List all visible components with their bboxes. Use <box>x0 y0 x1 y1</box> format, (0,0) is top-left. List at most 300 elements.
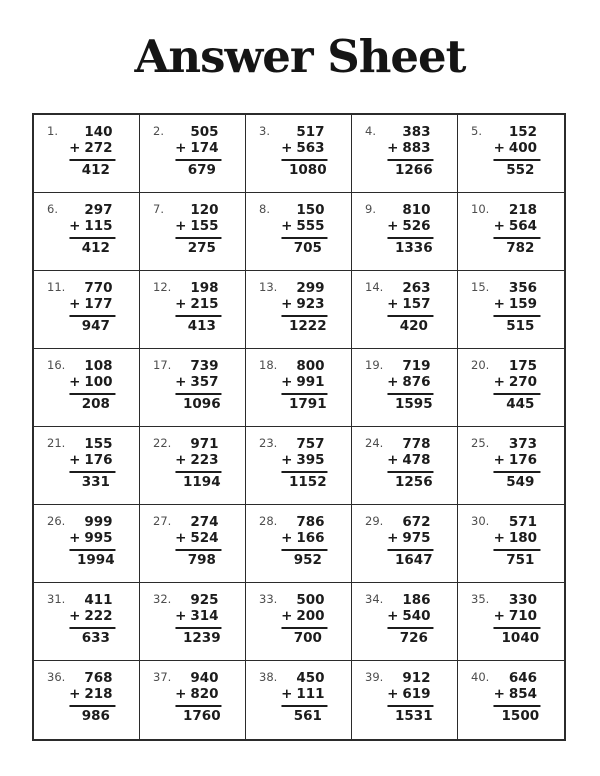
addend-2: 159 <box>508 295 538 312</box>
sum-answer: 782 <box>506 239 535 256</box>
problem-number: 8. <box>259 202 270 216</box>
addend-2: 923 <box>296 295 325 312</box>
plus-sign: + <box>175 529 187 546</box>
addend-2-row <box>69 141 116 161</box>
addend-1: 263 <box>402 280 431 296</box>
addition-problem <box>387 437 434 491</box>
sum-answer: 679 <box>187 161 216 178</box>
plus-sign: + <box>281 217 293 234</box>
addition-problem <box>494 359 540 413</box>
page-title: Answer Sheet <box>134 30 466 83</box>
problem-number: 29. <box>365 514 384 528</box>
plus-sign: + <box>69 685 81 702</box>
addend-2-row <box>494 687 540 707</box>
addend-2-row <box>387 219 434 239</box>
addend-2-row <box>69 375 116 395</box>
addition-problem <box>387 203 434 257</box>
addition-problem <box>281 671 328 725</box>
addend-2-row <box>175 453 222 473</box>
problem-number: 13. <box>259 280 278 294</box>
plus-sign: + <box>175 685 187 702</box>
plus-sign: + <box>69 217 81 234</box>
problem-cell <box>140 115 246 193</box>
addend-2-row <box>494 609 540 629</box>
addition-problem <box>494 125 540 179</box>
addend-2-row <box>175 297 222 317</box>
problem-number: 38. <box>259 670 278 684</box>
problem-cell <box>352 505 458 583</box>
addend-2-row <box>387 297 434 317</box>
addend-2-row <box>387 687 434 707</box>
plus-sign: + <box>69 139 81 156</box>
sum-answer: 1336 <box>395 239 433 256</box>
plus-sign: + <box>281 607 293 624</box>
addend-1: 800 <box>296 358 325 374</box>
sum-answer: 1080 <box>289 161 327 178</box>
addend-2-row <box>494 531 540 551</box>
problem-cell <box>34 583 140 661</box>
problem-cell <box>34 349 140 427</box>
addend-2: 995 <box>84 529 113 546</box>
addend-2: 115 <box>84 217 113 234</box>
sum-answer: 1266 <box>395 161 433 178</box>
addend-2: 174 <box>190 139 219 156</box>
plus-sign: + <box>387 451 399 468</box>
problem-cell <box>458 661 564 739</box>
problem-number: 30. <box>471 514 490 528</box>
addend-1: 999 <box>84 514 113 530</box>
problem-cell <box>246 661 352 739</box>
addend-1: 140 <box>84 124 113 140</box>
addend-2-row <box>494 375 540 395</box>
addition-problem <box>69 125 116 179</box>
problem-cell <box>246 505 352 583</box>
plus-sign: + <box>493 451 505 468</box>
problem-cell <box>140 271 246 349</box>
plus-sign: + <box>493 295 505 312</box>
problem-cell <box>458 427 564 505</box>
addition-problem <box>494 593 540 647</box>
addend-2-row <box>281 453 328 473</box>
addend-2-row <box>175 531 222 551</box>
addend-1: 925 <box>190 592 219 608</box>
problem-number: 10. <box>471 202 490 216</box>
addend-2-row <box>69 453 116 473</box>
addend-1: 383 <box>402 124 431 140</box>
sum-answer: 549 <box>506 473 535 490</box>
sum-answer: 412 <box>81 239 110 256</box>
plus-sign: + <box>493 373 505 390</box>
addend-2-row <box>387 453 434 473</box>
plus-sign: + <box>387 373 399 390</box>
problem-number: 7. <box>153 202 164 216</box>
plus-sign: + <box>175 217 187 234</box>
addend-2: 176 <box>84 451 113 468</box>
problem-cell <box>246 193 352 271</box>
addend-2: 991 <box>296 373 325 390</box>
problem-number: 15. <box>471 280 490 294</box>
addend-1: 120 <box>190 202 219 218</box>
problem-number: 9. <box>365 202 376 216</box>
plus-sign: + <box>493 139 505 156</box>
plus-sign: + <box>281 139 293 156</box>
addend-1: 500 <box>296 592 325 608</box>
sum-answer: 1040 <box>501 629 540 646</box>
addend-2: 200 <box>296 607 325 624</box>
addend-2-row <box>281 531 328 551</box>
addition-problem <box>494 437 540 491</box>
sum-answer: 1152 <box>289 473 327 490</box>
problem-cell <box>352 427 458 505</box>
addend-2-row <box>175 141 222 161</box>
problem-number: 24. <box>365 436 384 450</box>
plus-sign: + <box>69 451 81 468</box>
addend-2-row <box>281 687 328 707</box>
sum-answer: 275 <box>187 239 216 256</box>
addend-2-row <box>387 531 434 551</box>
addend-1: 108 <box>84 358 113 374</box>
addition-problem <box>281 593 328 647</box>
addition-problem <box>175 125 222 179</box>
sum-answer: 751 <box>506 551 535 568</box>
plus-sign: + <box>281 373 293 390</box>
addend-1: 356 <box>508 280 538 296</box>
addend-2: 526 <box>402 217 431 234</box>
sum-answer: 331 <box>81 473 110 490</box>
addition-problem <box>69 281 116 335</box>
plus-sign: + <box>175 295 187 312</box>
problem-cell <box>246 115 352 193</box>
problem-number: 31. <box>47 592 66 606</box>
problem-number: 19. <box>365 358 384 372</box>
addend-2: 270 <box>508 373 538 390</box>
plus-sign: + <box>175 373 187 390</box>
sum-answer: 726 <box>399 629 428 646</box>
problem-number: 16. <box>47 358 66 372</box>
plus-sign: + <box>387 217 399 234</box>
plus-sign: + <box>493 217 505 234</box>
addition-problem <box>175 281 222 335</box>
addend-1: 155 <box>84 436 113 452</box>
problem-cell <box>458 349 564 427</box>
plus-sign: + <box>69 529 81 546</box>
problem-cell <box>458 505 564 583</box>
plus-sign: + <box>69 607 81 624</box>
plus-sign: + <box>387 139 399 156</box>
problem-cell <box>458 583 564 661</box>
addend-2: 540 <box>402 607 431 624</box>
plus-sign: + <box>387 685 399 702</box>
addend-1: 719 <box>402 358 431 374</box>
problem-cell <box>458 115 564 193</box>
addend-1: 739 <box>190 358 219 374</box>
addend-1: 186 <box>402 592 431 608</box>
addend-2: 100 <box>84 373 113 390</box>
problem-number: 20. <box>471 358 490 372</box>
problem-number: 5. <box>471 124 482 138</box>
addition-problem <box>175 593 222 647</box>
sum-answer: 413 <box>187 317 216 334</box>
problem-number: 17. <box>153 358 172 372</box>
addition-problem <box>387 593 434 647</box>
problem-number: 6. <box>47 202 58 216</box>
addend-2: 177 <box>84 295 113 312</box>
addition-problem <box>69 437 116 491</box>
addend-1: 757 <box>296 436 325 452</box>
plus-sign: + <box>281 529 293 546</box>
addend-1: 810 <box>402 202 431 218</box>
addend-2: 180 <box>508 529 538 546</box>
problem-cell <box>140 505 246 583</box>
addend-1: 786 <box>296 514 325 530</box>
problem-cell <box>140 193 246 271</box>
addition-problem <box>281 203 328 257</box>
addend-2: 975 <box>402 529 431 546</box>
problem-cell <box>140 661 246 739</box>
addition-problem <box>175 437 222 491</box>
addition-problem <box>494 671 540 725</box>
sum-answer: 1760 <box>183 707 221 724</box>
sum-answer: 1647 <box>395 551 433 568</box>
sum-answer: 412 <box>81 161 110 178</box>
sum-answer: 1595 <box>395 395 433 412</box>
addend-2: 111 <box>296 685 325 702</box>
plus-sign: + <box>69 295 81 312</box>
problem-number: 39. <box>365 670 384 684</box>
addend-2-row <box>494 453 540 473</box>
addend-1: 411 <box>84 592 113 608</box>
addend-2-row <box>387 141 434 161</box>
problem-number: 40. <box>471 670 490 684</box>
sum-answer: 445 <box>506 395 535 412</box>
addition-problem <box>387 281 434 335</box>
addend-1: 198 <box>190 280 219 296</box>
problem-cell <box>34 271 140 349</box>
addend-1: 218 <box>508 202 538 218</box>
addition-problem <box>175 515 222 569</box>
sum-answer: 552 <box>506 161 535 178</box>
problem-cell <box>34 115 140 193</box>
problem-cell <box>458 193 564 271</box>
problem-number: 4. <box>365 124 376 138</box>
sum-answer: 208 <box>81 395 110 412</box>
problem-cell <box>352 349 458 427</box>
addend-2: 166 <box>296 529 325 546</box>
addend-2: 218 <box>84 685 113 702</box>
addend-2: 395 <box>296 451 325 468</box>
addend-1: 768 <box>84 670 113 686</box>
addend-2: 555 <box>296 217 325 234</box>
problem-number: 18. <box>259 358 278 372</box>
addend-2: 314 <box>190 607 219 624</box>
addend-2-row <box>175 687 222 707</box>
addend-1: 770 <box>84 280 113 296</box>
sum-answer: 952 <box>293 551 322 568</box>
problem-cell <box>34 505 140 583</box>
sum-answer: 705 <box>293 239 322 256</box>
addend-2-row <box>387 375 434 395</box>
addend-1: 672 <box>402 514 431 530</box>
addition-problem <box>387 515 434 569</box>
problem-cell <box>34 427 140 505</box>
addend-2: 272 <box>84 139 113 156</box>
sum-answer: 947 <box>81 317 110 334</box>
sum-answer: 700 <box>293 629 322 646</box>
problem-cell <box>34 661 140 739</box>
sum-answer: 420 <box>399 317 428 334</box>
problems-grid <box>32 113 566 741</box>
addend-2: 820 <box>190 685 219 702</box>
problem-number: 22. <box>153 436 172 450</box>
problem-number: 11. <box>47 280 66 294</box>
problem-number: 25. <box>471 436 490 450</box>
plus-sign: + <box>387 529 399 546</box>
addition-problem <box>494 203 540 257</box>
plus-sign: + <box>493 607 505 624</box>
sum-answer: 1194 <box>183 473 221 490</box>
addend-2-row <box>69 531 116 551</box>
plus-sign: + <box>175 451 187 468</box>
addend-1: 175 <box>508 358 538 374</box>
addend-2: 563 <box>296 139 325 156</box>
problem-number: 37. <box>153 670 172 684</box>
problem-number: 23. <box>259 436 278 450</box>
addend-1: 150 <box>296 202 325 218</box>
addition-problem <box>175 203 222 257</box>
addend-1: 505 <box>190 124 219 140</box>
addend-2-row <box>281 375 328 395</box>
sum-answer: 633 <box>81 629 110 646</box>
addend-2-row <box>281 141 328 161</box>
problem-number: 33. <box>259 592 278 606</box>
addend-2: 157 <box>402 295 431 312</box>
plus-sign: + <box>493 529 505 546</box>
addend-1: 152 <box>508 124 538 140</box>
addend-2-row <box>175 609 222 629</box>
addend-1: 330 <box>508 592 538 608</box>
problem-cell <box>246 427 352 505</box>
addition-problem <box>281 437 328 491</box>
problem-number: 35. <box>471 592 490 606</box>
addend-2-row <box>281 219 328 239</box>
addend-1: 778 <box>402 436 431 452</box>
addend-2: 564 <box>508 217 538 234</box>
problem-cell <box>352 115 458 193</box>
addition-problem <box>69 203 116 257</box>
addend-2: 876 <box>402 373 431 390</box>
plus-sign: + <box>281 295 293 312</box>
plus-sign: + <box>493 685 505 702</box>
addition-problem <box>281 515 328 569</box>
addend-2: 854 <box>508 685 538 702</box>
addend-2-row <box>175 219 222 239</box>
addend-1: 912 <box>402 670 431 686</box>
plus-sign: + <box>281 685 293 702</box>
addend-1: 450 <box>296 670 325 686</box>
addend-2-row <box>281 297 328 317</box>
addition-problem <box>69 593 116 647</box>
addend-2: 478 <box>402 451 431 468</box>
addition-problem <box>69 671 116 725</box>
problem-cell <box>352 583 458 661</box>
problem-cell <box>458 271 564 349</box>
sum-answer: 561 <box>293 707 322 724</box>
addition-problem <box>281 125 328 179</box>
addition-problem <box>494 281 540 335</box>
problem-number: 3. <box>259 124 270 138</box>
sum-answer: 1994 <box>77 551 115 568</box>
plus-sign: + <box>387 295 399 312</box>
addend-1: 274 <box>190 514 219 530</box>
addend-2-row <box>175 375 222 395</box>
plus-sign: + <box>175 607 187 624</box>
sum-answer: 1239 <box>183 629 221 646</box>
addend-1: 517 <box>296 124 325 140</box>
plus-sign: + <box>387 607 399 624</box>
sum-answer: 1256 <box>395 473 433 490</box>
addend-2-row <box>69 609 116 629</box>
addend-2-row <box>281 609 328 629</box>
problem-number: 1. <box>47 124 58 138</box>
addition-problem <box>387 671 434 725</box>
addition-problem <box>281 359 328 413</box>
problem-number: 2. <box>153 124 164 138</box>
addend-1: 297 <box>84 202 113 218</box>
problem-number: 26. <box>47 514 66 528</box>
addend-1: 971 <box>190 436 219 452</box>
sum-answer: 1500 <box>501 707 540 724</box>
problem-cell <box>352 661 458 739</box>
problem-number: 27. <box>153 514 172 528</box>
addend-2: 524 <box>190 529 219 546</box>
plus-sign: + <box>175 139 187 156</box>
addend-2-row <box>494 219 540 239</box>
addend-1: 571 <box>508 514 538 530</box>
addend-2: 176 <box>508 451 538 468</box>
problem-number: 34. <box>365 592 384 606</box>
addend-2: 357 <box>190 373 219 390</box>
sum-answer: 1531 <box>395 707 433 724</box>
sum-answer: 1791 <box>289 395 327 412</box>
sum-answer: 515 <box>506 317 535 334</box>
problem-number: 14. <box>365 280 384 294</box>
addend-2: 223 <box>190 451 219 468</box>
addend-2-row <box>494 297 540 317</box>
addend-2: 222 <box>84 607 113 624</box>
addend-2: 883 <box>402 139 431 156</box>
problem-cell <box>246 583 352 661</box>
addend-2: 400 <box>508 139 538 156</box>
addend-1: 373 <box>508 436 538 452</box>
plus-sign: + <box>69 373 81 390</box>
addition-problem <box>494 515 540 569</box>
addend-2-row <box>494 141 540 161</box>
problem-cell <box>140 349 246 427</box>
addend-1: 299 <box>296 280 325 296</box>
problem-number: 36. <box>47 670 66 684</box>
addend-2-row <box>69 297 116 317</box>
problem-number: 32. <box>153 592 172 606</box>
sum-answer: 986 <box>81 707 110 724</box>
addend-2: 619 <box>402 685 431 702</box>
addition-problem <box>387 359 434 413</box>
addend-2-row <box>69 687 116 707</box>
addend-2: 710 <box>508 607 538 624</box>
addend-2: 155 <box>190 217 219 234</box>
problem-cell <box>140 583 246 661</box>
problem-cell <box>140 427 246 505</box>
addend-2: 215 <box>190 295 219 312</box>
